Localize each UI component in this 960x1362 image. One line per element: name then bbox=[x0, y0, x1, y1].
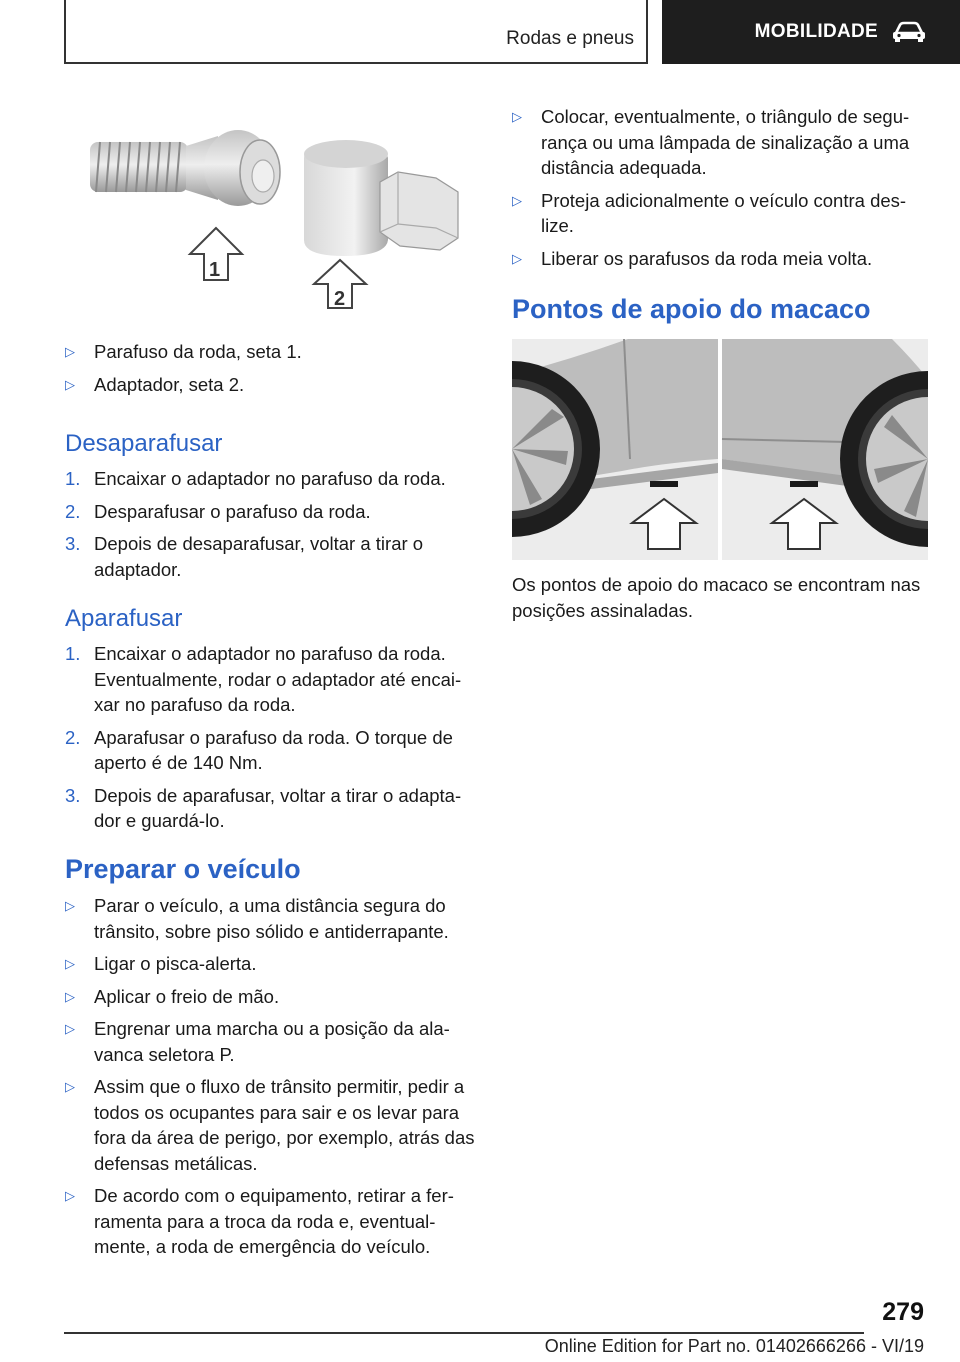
section-heading-screw: Aparafusar bbox=[65, 605, 183, 632]
list-item: ▷ Parafuso da roda, seta 1. bbox=[65, 339, 480, 365]
list-item: ▷ Parar o veículo, a uma distância segura do trânsito, sobre piso sólido e antiderrapante. bbox=[65, 895, 449, 942]
list-item: ▷ Colocar, eventualmente, o triângulo de segu-rança ou uma lâmpada de sinalização a uma distância adequada. bbox=[512, 106, 910, 178]
section-heading-jack: Pontos de apoio do macaco bbox=[512, 294, 871, 324]
jack-description: Os pontos de apoio do macaco se encontram nas posições assinaladas. bbox=[512, 574, 921, 621]
list-item: 3. Depois de aparafusar, voltar a tirar o adapta-dor e guardá-lo. bbox=[65, 784, 462, 831]
section-heading-prepare: Preparar o veículo bbox=[65, 854, 301, 884]
triangle-bullet-icon: ▷ bbox=[65, 376, 75, 392]
screw-steps bbox=[65, 641, 480, 841]
triangle-bullet-icon: ▷ bbox=[65, 898, 75, 913]
list-item: ▷ Adaptador, seta 2. bbox=[65, 372, 480, 398]
header-frame bbox=[64, 0, 648, 64]
triangle-bullet-icon: ▷ bbox=[65, 988, 75, 1004]
section-heading-unscrew: Desaparafusar bbox=[65, 430, 223, 457]
jack-points-figure bbox=[512, 339, 928, 560]
triangle-bullet-icon: ▷ bbox=[65, 956, 75, 971]
prepare-list-left bbox=[65, 893, 480, 1267]
list-item: 3. Depois de desaparafusar, voltar a tirar o adaptador. bbox=[65, 533, 424, 580]
chapter-title: MOBILIDADE bbox=[754, 21, 878, 42]
car-icon bbox=[892, 21, 926, 43]
unscrew-steps bbox=[65, 466, 480, 589]
list-item: ▷ Aplicar o freio de mão. bbox=[65, 984, 480, 1010]
list-item: ▷ Engrenar uma marcha ou a posição da ala-vanca seletora P. bbox=[65, 1018, 450, 1065]
footer-divider bbox=[64, 1332, 864, 1334]
triangle-bullet-icon: ▷ bbox=[512, 109, 522, 124]
arrow-label-1: 1 bbox=[209, 259, 221, 281]
list-item: 1. Encaixar o adaptador no parafuso da roda. Eventualmente, rodar o adaptador até encai-xar no parafuso da roda. bbox=[65, 643, 462, 715]
bolt-adapter-figure bbox=[68, 108, 478, 310]
triangle-bullet-icon: ▷ bbox=[512, 250, 522, 266]
list-item: ▷ Liberar os parafusos da roda meia volta. bbox=[512, 246, 932, 272]
list-item: ▷ Ligar o pisca-alerta. bbox=[65, 951, 480, 977]
triangle-bullet-icon: ▷ bbox=[65, 344, 75, 359]
prepare-list-right bbox=[512, 104, 932, 278]
list-item: ▷ Proteja adicionalmente o veículo contra des-lize. bbox=[512, 189, 907, 236]
triangle-bullet-icon: ▷ bbox=[65, 1188, 75, 1203]
list-item: ▷ De acordo com o equipamento, retirar a fer-ramenta para a troca da roda e, eventual-mente, a roda de emergência do veículo. bbox=[65, 1185, 454, 1257]
section-title: Rodas e pneus bbox=[506, 28, 634, 49]
triangle-bullet-icon: ▷ bbox=[65, 1079, 75, 1094]
page-number: 279 bbox=[882, 1298, 924, 1326]
bolt-thread bbox=[90, 142, 188, 192]
list-item: 1. Encaixar o adaptador no parafuso da roda. bbox=[65, 468, 446, 489]
arrow-label-2: 2 bbox=[334, 288, 346, 310]
triangle-bullet-icon: ▷ bbox=[512, 192, 522, 208]
list-item: 2. Desparafusar o parafuso da roda. bbox=[65, 500, 371, 522]
list-item: ▷ Assim que o fluxo de trânsito permitir, pedir a todos os ocupantes para sair e os levar para fora da área de perigo, por exemplo, atrás das defensas metálicas. bbox=[65, 1076, 475, 1174]
chapter-tab[interactable] bbox=[662, 0, 960, 64]
triangle-bullet-icon: ▷ bbox=[65, 1021, 75, 1036]
figure-captions bbox=[65, 339, 480, 404]
edition-info: Online Edition for Part no. 01402666266 - VI/19 bbox=[544, 1336, 924, 1356]
list-item: 2. Aparafusar o parafuso da roda. O torque de aperto é de 140 Nm. bbox=[65, 726, 453, 773]
